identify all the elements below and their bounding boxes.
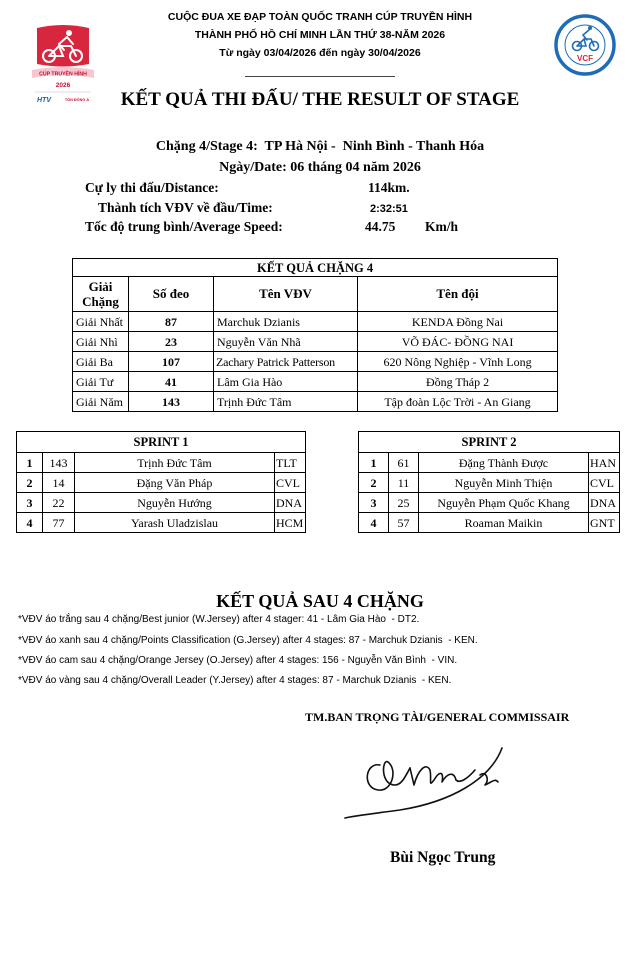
rider-cell: Marchuk Dzianis xyxy=(214,312,358,332)
logo-acronym-text: VCF xyxy=(577,54,593,63)
header-divider xyxy=(245,76,395,77)
rider-cell: Trịnh Đức Tâm xyxy=(75,453,275,473)
vcf-logo xyxy=(553,13,617,77)
bib-cell: 41 xyxy=(129,372,214,392)
rider-cell: Lâm Gia Hào xyxy=(214,372,358,392)
overall-title: KẾT QUẢ SAU 4 CHẶNG xyxy=(216,591,424,611)
team-cell: KENDA Đồng Nai xyxy=(358,312,558,332)
page-title: KẾT QUẢ THI ĐẤU/ THE RESULT OF STAGE xyxy=(120,89,520,110)
rider-cell: Trịnh Đức Tâm xyxy=(214,392,358,412)
logo-broadcaster-text: HTV xyxy=(37,97,51,104)
logo-year-text: 2026 xyxy=(55,82,71,89)
bib-cell: 11 xyxy=(389,473,419,493)
team-cell: 620 Nông Nghiệp - Vĩnh Long xyxy=(358,352,558,372)
table-row xyxy=(17,513,306,533)
team-code-cell: HCM xyxy=(275,513,306,533)
table-row xyxy=(73,352,558,372)
col-header-bib: Số đeo xyxy=(129,277,214,312)
time-value: 2:32:51 xyxy=(370,203,408,215)
bib-cell: 87 xyxy=(129,312,214,332)
col-header-team: Tên đội xyxy=(358,277,558,312)
speed-unit: Km/h xyxy=(425,219,459,234)
table-header-row xyxy=(73,277,558,312)
event-dates: Từ ngày 03/04/2026 đến ngày 30/04/2026 xyxy=(219,47,421,59)
table-row xyxy=(359,513,620,533)
bib-cell: 25 xyxy=(389,493,419,513)
rank-cell: 1 xyxy=(17,453,43,473)
prize-cell: Giải Tư xyxy=(73,372,129,392)
event-edition: THÀNH PHỐ HỒ CHÍ MINH LẦN THỨ 38-NĂM 2026 xyxy=(194,29,446,41)
team-code-cell: CVL xyxy=(275,473,306,493)
rider-cell: Đặng Thành Được xyxy=(419,453,589,473)
rank-cell: 1 xyxy=(359,453,389,473)
rider-cell: Nguyễn Minh Thiện xyxy=(419,473,589,493)
prize-cell: Giải Ba xyxy=(73,352,129,372)
team-code-cell: DNA xyxy=(275,493,306,513)
yellow-jersey-line: *VĐV áo vàng sau 4 chặng/Overall Leader (Y.Jersey) after 4 stages: 87 - Marchuk Dzianis - KEN. xyxy=(18,675,452,686)
rider-cell: Nguyễn Văn Nhã xyxy=(214,332,358,352)
time-label: Thành tích VĐV về đầu/Time: xyxy=(98,200,273,215)
speed-value: 44.75 xyxy=(365,219,396,234)
rider-cell: Đặng Văn Pháp xyxy=(75,473,275,493)
team-cell: VÕ ĐÁC- ĐỒNG NAI xyxy=(358,332,558,352)
stage-name: Chặng 4/Stage 4: TP Hà Nội - Ninh Bình - Thanh Hóa xyxy=(155,139,485,154)
sprint-2-table xyxy=(358,431,620,533)
bib-cell: 22 xyxy=(43,493,75,513)
bib-cell: 77 xyxy=(43,513,75,533)
bib-cell: 57 xyxy=(389,513,419,533)
prize-cell: Giải Năm xyxy=(73,392,129,412)
bib-cell: 143 xyxy=(129,392,214,412)
table-row xyxy=(359,453,620,473)
team-code-cell: GNT xyxy=(589,513,620,533)
rank-cell: 4 xyxy=(359,513,389,533)
table-row xyxy=(17,493,306,513)
logo-banner-text: CÚP TRUYỀN HÌNH xyxy=(39,71,87,78)
table-row xyxy=(17,473,306,493)
table-row xyxy=(73,392,558,412)
white-jersey-line: *VĐV áo trắng sau 4 chặng/Best junior (W.Jersey) after 4 stager: 41 - Lâm Gia Hào - DT2. xyxy=(18,614,420,625)
rank-cell: 2 xyxy=(359,473,389,493)
rank-cell: 4 xyxy=(17,513,43,533)
rider-cell: Roaman Maikin xyxy=(419,513,589,533)
bib-cell: 107 xyxy=(129,352,214,372)
table-row xyxy=(359,493,620,513)
team-code-cell: CVL xyxy=(589,473,620,493)
team-cell: Tập đoàn Lộc Trời - An Giang xyxy=(358,392,558,412)
stage-results-table xyxy=(72,258,558,412)
team-code-cell: TLT xyxy=(275,453,306,473)
distance-value: 114km. xyxy=(368,180,410,195)
commissaire-role: TM.BAN TRỌNG TÀI/GENERAL COMMISSAIR xyxy=(305,710,570,724)
stage-results-title: KẾT QUẢ CHẶNG 4 xyxy=(73,259,558,277)
team-cell: Đồng Tháp 2 xyxy=(358,372,558,392)
sprint-1-table xyxy=(16,431,306,533)
prize-cell: Giải Nhì xyxy=(73,332,129,352)
bib-cell: 23 xyxy=(129,332,214,352)
speed-label: Tốc độ trung bình/Average Speed: xyxy=(85,219,283,234)
table-row xyxy=(73,372,558,392)
rider-cell: Zachary Patrick Patterson xyxy=(214,352,358,372)
handwritten-signature xyxy=(340,740,510,830)
bib-cell: 61 xyxy=(389,453,419,473)
table-row xyxy=(17,453,306,473)
bib-cell: 14 xyxy=(43,473,75,493)
col-header-rider: Tên VĐV xyxy=(214,277,358,312)
bib-cell: 143 xyxy=(43,453,75,473)
table-row xyxy=(359,473,620,493)
rank-cell: 2 xyxy=(17,473,43,493)
sprint-1-title: SPRINT 1 xyxy=(17,432,306,453)
distance-label: Cự ly thi đấu/Distance: xyxy=(85,180,219,195)
commissaire-name: Bùi Ngọc Trung xyxy=(390,849,496,866)
team-code-cell: HAN xyxy=(589,453,620,473)
table-row xyxy=(73,312,558,332)
green-jersey-line: *VĐV áo xanh sau 4 chặng/Points Classification (G.Jersey) after 4 stages: 87 - Marchuk Dzianis - KEN. xyxy=(18,635,478,646)
col-header-prize: Giải Chặng xyxy=(73,277,129,312)
orange-jersey-line: *VĐV áo cam sau 4 chặng/Orange Jersey (O.Jersey) after 4 stages: 156 - Nguyễn Văn Bình - VIN. xyxy=(18,655,458,666)
rider-cell: Nguyễn Phạm Quốc Khang xyxy=(419,493,589,513)
sprint-2-title: SPRINT 2 xyxy=(359,432,620,453)
event-name: CUỘC ĐUA XE ĐẠP TOÀN QUỐC TRANH CÚP TRUYỀN HÌNH xyxy=(167,11,473,23)
rank-cell: 3 xyxy=(17,493,43,513)
rider-cell: Nguyễn Hướng xyxy=(75,493,275,513)
table-row xyxy=(73,332,558,352)
logo-sponsor-text: TÔN ĐÔNG Á xyxy=(64,98,90,102)
stage-date: Ngày/Date: 06 tháng 04 năm 2026 xyxy=(219,160,421,175)
rider-cell: Yarash Uladzislau xyxy=(75,513,275,533)
prize-cell: Giải Nhất xyxy=(73,312,129,332)
team-code-cell: DNA xyxy=(589,493,620,513)
rank-cell: 3 xyxy=(359,493,389,513)
